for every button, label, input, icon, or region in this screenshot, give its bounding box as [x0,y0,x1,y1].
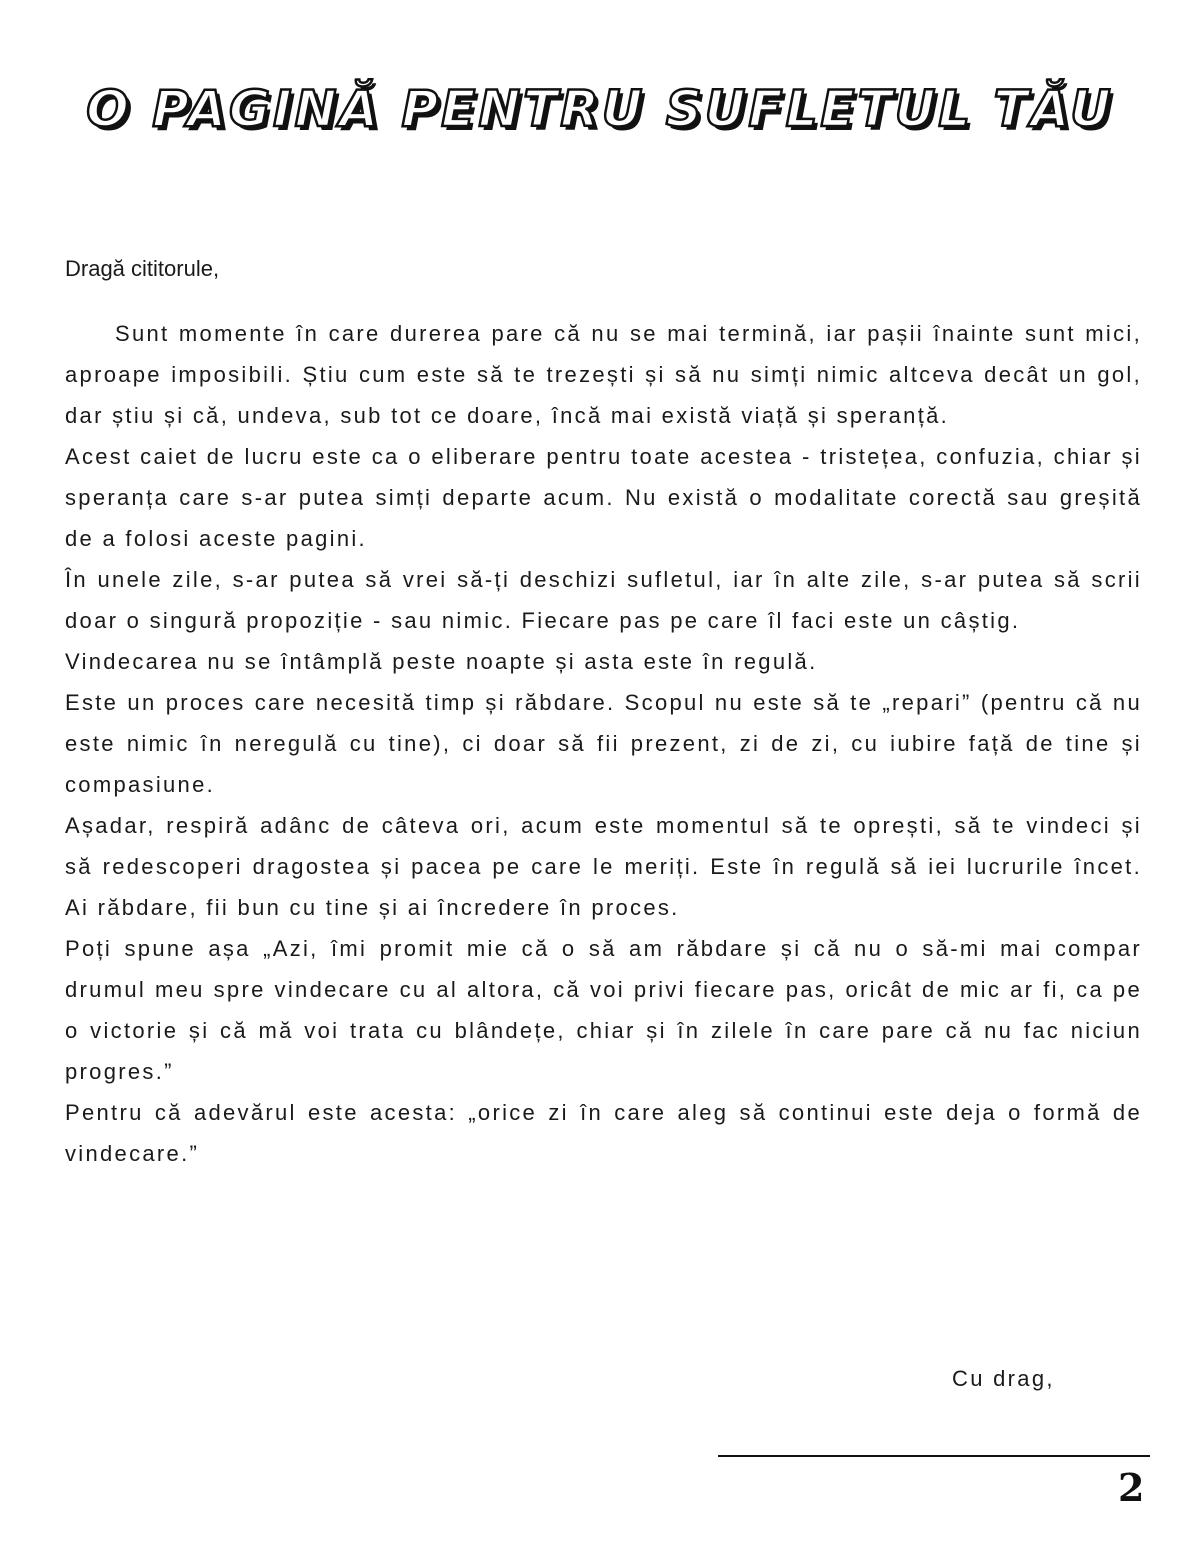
paragraph: Sunt momente în care durerea pare că nu se mai termină, iar pașii înainte sunt mici, aproape imposibili. Știu cum este să te trezești și să nu simți nimic altceva decât un gol, dar știu și că, undeva, sub tot ce doare, încă mai există viață și speranță. [65,321,1142,428]
letter-body [65,313,1142,1174]
paragraph: Este un proces care necesită timp și răbdare. Scopul nu este să te „repari” (pentru că nu este nimic în neregulă cu tine), ci doar să fii prezent, zi de zi, cu iubire față de tine și compasiune. [65,690,1142,797]
letter-signoff: Cu drag, [952,1366,1055,1391]
paragraph: Poți spune așa „Azi, îmi promit mie că o să am răbdare și că nu o să-mi mai compar drumul meu spre vindecare cu al altora, că voi privi fiecare pas, oricât de mic ar fi, ca pe o victorie și că mă voi trata cu blândețe, chiar și în zilele în care pare că nu fac niciun progres.” [65,936,1142,1084]
paragraph: Așadar, respiră adânc de câteva ori, acum este momentul să te oprești, să te vindeci și să redescoperi dragostea și pacea pe care le meriți. Este în regulă să iei lucrurile încet. Ai răbdare, fii bun cu tine și ai încredere în proces. [65,813,1142,920]
page-title: O PAGINĂ PENTRU SUFLETUL TĂU [86,80,1114,138]
letter-greeting: Dragă cititorule, [65,256,220,281]
paragraph: Pentru că adevărul este acesta: „orice zi în care aleg să continui este deja o formă de vindecare.” [65,1100,1142,1166]
page-number: 2 [1118,1465,1145,1510]
paragraph: Vindecarea nu se întâmplă peste noapte și asta este în regulă. [65,649,818,674]
paragraph: În unele zile, s-ar putea să vrei să-ți deschizi sufletul, iar în alte zile, s-ar putea să scrii doar o singură propoziție - sau nimic. Fiecare pas pe care îl faci este un câștig. [65,567,1142,633]
paragraph: Acest caiet de lucru este ca o eliberare pentru toate acestea - tristețea, confuzia, chiar și speranța care s-ar putea simți departe acum. Nu există o modalitate corectă sau greșită de a folosi aceste pagini. [65,444,1142,551]
signature-line [718,1455,1150,1457]
